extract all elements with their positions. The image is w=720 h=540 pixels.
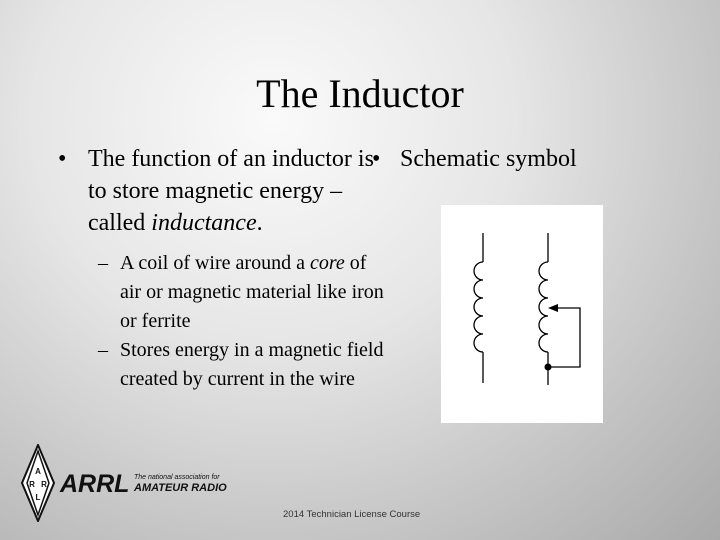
fixed-inductor-symbol <box>474 233 483 383</box>
sub-bullet-text-start: A coil of wire around a <box>120 252 310 274</box>
sub-bullet-marker: – <box>98 339 108 361</box>
bullet-text-emphasis: inductance <box>151 210 257 236</box>
svg-text:R: R <box>29 480 35 489</box>
arrl-diamond-emblem <box>20 444 56 522</box>
sub-bullets <box>58 249 388 394</box>
sub-bullet-text-emphasis: core <box>309 252 345 274</box>
arrl-logo <box>20 444 56 527</box>
sub-bullet-marker: – <box>98 252 108 274</box>
bullet-marker: • <box>58 146 67 172</box>
bullet-marker: • <box>372 146 381 172</box>
junction-dot <box>545 364 552 371</box>
sub-bullet-energy <box>58 336 388 394</box>
slide-title: The Inductor <box>256 71 464 116</box>
sub-bullet-core <box>58 249 388 336</box>
bullet-text-end: . <box>256 210 263 236</box>
sub-bullet-text-end: of air or magnetic material like iron or ferrite <box>120 252 384 332</box>
arrl-logo-wordmark: ARRL <box>60 470 130 498</box>
main-bullet <box>58 143 388 239</box>
bullet-text-start: The function of an inductor is to store magnetic energy – called <box>88 146 374 236</box>
svg-text:R: R <box>41 480 47 489</box>
left-content <box>58 143 388 394</box>
tap-arrowhead <box>548 304 558 312</box>
schematic-bullet <box>372 143 577 175</box>
svg-text:A: A <box>35 467 41 476</box>
inductor-symbols-svg <box>441 205 603 423</box>
tagline-large: AMATEUR RADIO <box>134 482 227 494</box>
svg-text:L: L <box>35 493 41 502</box>
sub-bullet-text: Stores energy in a magnetic field created by current in the wire <box>120 339 384 390</box>
arrl-tagline <box>134 473 244 494</box>
tagline-small: The national association for <box>134 474 220 481</box>
schematic-bullet-text: Schematic symbol <box>400 146 577 172</box>
inductor-schematic <box>441 205 603 423</box>
variable-inductor-symbol <box>539 233 580 385</box>
course-footer: 2014 Technician License Course <box>283 509 421 520</box>
